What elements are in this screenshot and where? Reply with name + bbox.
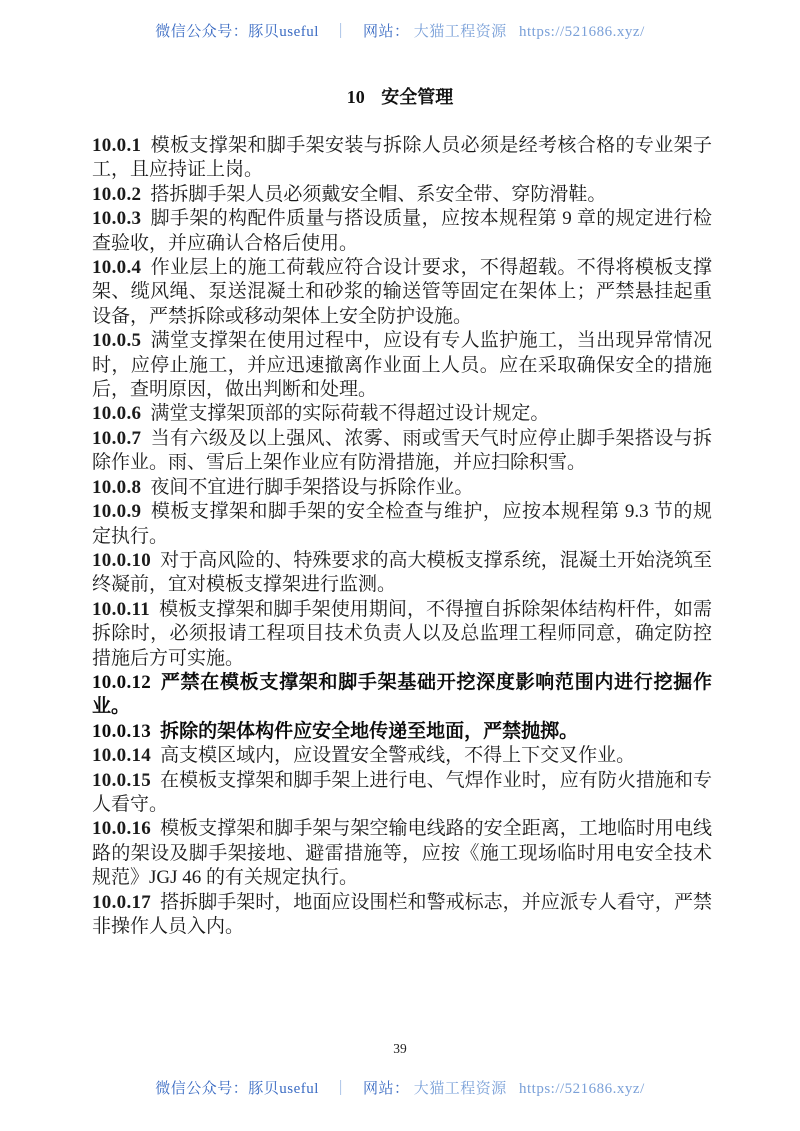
clause-text: 满堂支撑架顶部的实际荷载不得超过设计规定。 [150,403,550,425]
clause-number: 10.0.8 [92,476,142,498]
clause-item [92,183,712,207]
clause-item [92,134,712,183]
clause-text: 脚手架的构配件质量与搭设质量，应按本规程第 9 章的规定进行检查验收，并应确认合格后使用。 [92,208,712,254]
clause-list [92,134,712,939]
clause-number: 10.0.10 [92,549,152,571]
clause-number: 10.0.2 [92,183,142,205]
clause-text: 拆除的架体构件应安全地传递至地面，严禁抛掷。 [160,720,579,742]
clause-number: 10.0.6 [92,403,142,425]
footer-site-url-link[interactable]: https://521686.xyz/ [518,1081,645,1097]
clause-item [92,427,712,476]
header-site-url-link[interactable]: https://521686.xyz/ [518,24,645,40]
header-wechat-label: 微信公众号：豚贝useful [155,24,319,40]
clause-text: 在模板支撑架和脚手架上进行电、气焊作业时，应有防火措施和专人看守。 [92,769,712,815]
clause-item [92,402,712,426]
clause-number: 10.0.16 [92,818,152,840]
footer-site-name: 大猫工程资源 [413,1081,507,1097]
footer-separator: ｜ [333,1081,349,1097]
header-site-label: 网站： [362,24,410,40]
clause-number: 10.0.5 [92,330,142,352]
clause-text: 模板支撑架和脚手架安装与拆除人员必须是经考核合格的专业架子工，且应持证上岗。 [92,135,712,181]
clause-item [92,207,712,256]
clause-item [92,549,712,598]
clause-text: 夜间不宜进行脚手架搭设与拆除作业。 [150,476,474,498]
clause-text: 严禁在模板支撑架和脚手架基础开挖深度影响范围内进行挖掘作业。 [92,671,712,718]
header-site-name: 大猫工程资源 [413,24,507,40]
clause-text: 对于高风险的、特殊要求的高大模板支撑系统，混凝土开始浇筑至终凝前，宜对模板支撑架进行监测。 [92,549,712,596]
chapter-name: 安全管理 [381,87,454,107]
page-number: 39 [393,1041,407,1056]
clause-item [92,891,712,940]
clause-number: 10.0.13 [92,720,152,742]
page-header [0,20,800,41]
clause-number: 10.0.3 [92,208,142,230]
clause-item [92,817,712,890]
clause-item [92,598,712,671]
clause-item [92,671,712,720]
clause-number: 10.0.7 [92,427,142,449]
clause-item [92,744,712,768]
clause-text: 模板支撑架和脚手架使用期间，不得擅自拆除架体结构杆件，如需拆除时，必须报请工程项目技术负责人以及总监理工程师同意，确定防控措施后方可实施。 [92,598,712,669]
header-separator: ｜ [333,24,349,40]
clause-number: 10.0.9 [92,501,142,523]
clause-item [92,769,712,818]
clause-item [92,500,712,549]
clause-item [92,720,712,744]
clause-item [92,476,712,500]
clause-number: 10.0.1 [92,135,142,156]
clause-number: 10.0.4 [92,257,142,279]
page-footer [0,1077,800,1098]
chapter-number: 10 [346,87,365,107]
clause-number: 10.0.17 [92,891,152,913]
clause-number: 10.0.11 [92,598,151,620]
clause-text: 搭拆脚手架人员必须戴安全帽、系安全带、穿防滑鞋。 [150,183,607,205]
footer-wechat-label: 微信公众号：豚贝useful [155,1081,319,1097]
clause-item [92,256,712,329]
clause-text: 模板支撑架和脚手架的安全检查与维护，应按本规程第 9.3 节的规定执行。 [92,501,712,547]
clause-text: 搭拆脚手架时，地面应设围栏和警戒标志，并应派专人看守，严禁非操作人员入内。 [92,891,712,937]
clause-text: 作业层上的施工荷载应符合设计要求，不得超载。不得将模板支撑架、缆风绳、泵送混凝土和砂浆的输送管等固定在架体上；严禁悬挂起重设备，严禁拆除或移动架体上安全防护设施。 [92,257,712,327]
clause-number: 10.0.14 [92,745,152,767]
clause-number: 10.0.15 [92,769,152,791]
chapter-title [0,83,800,109]
clause-text: 满堂支撑架在使用过程中，应设有专人监护施工，当出现异常情况时，应停止施工，并应迅速撤离作业面上人员。应在采取确保安全的措施后，查明原因，做出判断和处理。 [92,330,712,401]
clause-text: 模板支撑架和脚手架与架空输电线路的安全距离，工地临时用电线路的架设及脚手架接地、避雷措施等，应按《施工现场临时用电安全技术规范》JGJ 46 的有关规定执行。 [92,818,712,889]
clause-item [92,329,712,402]
clause-number: 10.0.12 [92,671,152,693]
clause-text: 当有六级及以上强风、浓雾、雨或雪天气时应停止脚手架搭设与拆除作业。雨、雪后上架作业应有防滑措施，并应扫除积雪。 [92,427,712,474]
clause-text: 高支模区域内，应设置安全警戒线，不得上下交叉作业。 [160,745,636,767]
footer-site-label: 网站： [362,1081,410,1097]
